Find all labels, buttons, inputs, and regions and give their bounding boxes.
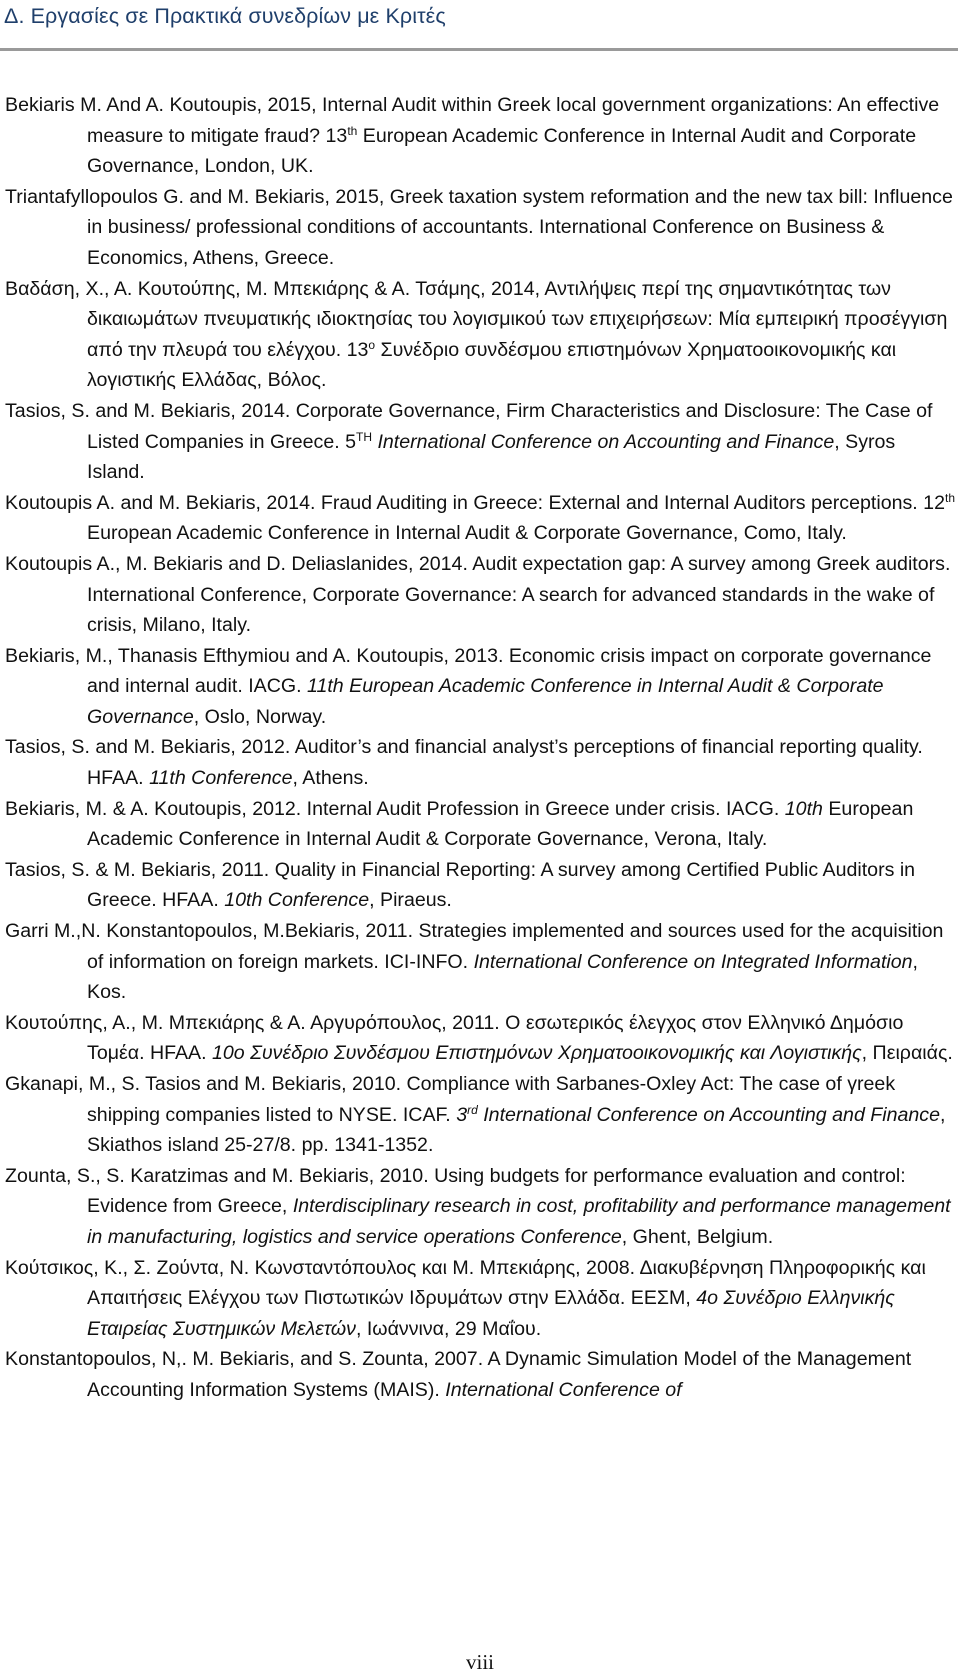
reference-text: Zounta, S., S. Karatzimas and M. Bekiaris, 2010. Using budgets for performance evaluation and control: Evidence from Greece, bbox=[5, 1164, 906, 1218]
reference-text: , Oslo, Norway. bbox=[193, 705, 327, 728]
reference-text: European Academic Conference in Internal Audit and Corporate Governance, London, UK. bbox=[87, 124, 917, 178]
reference-entry bbox=[5, 274, 955, 396]
heading-divider bbox=[0, 48, 958, 51]
reference-text: Συνέδριο συνδέσμου επιστημόνων Χρηματοοικονομικής και λογιστικής Ελλάδας, Βόλος. bbox=[87, 338, 897, 392]
reference-text: Gkanapi, M., S. Tasios and M. Bekiaris, 2010. Compliance with Sarbanes-Oxley Act: The case of γreek shipping companies listed to NYSE. ICAF. bbox=[5, 1073, 896, 1126]
reference-text: , Kos. bbox=[87, 950, 918, 1004]
reference-entry bbox=[5, 549, 955, 641]
reference-text: Bekiaris M. And A. Koutoupis, 2015, Internal Audit within Greek local government organizations: An effective measure to mitigate fraud? 13 bbox=[5, 94, 940, 147]
reference-text: International Conference of bbox=[445, 1378, 682, 1401]
reference-entry bbox=[5, 732, 955, 793]
reference-text: Tasios, S. and M. Bekiaris, 2012. Auditor’s and financial analyst’s perceptions of financial reporting quality. HFAA. bbox=[5, 736, 923, 790]
reference-entry bbox=[5, 1161, 955, 1253]
reference-text: Κουτούπης, Α., Μ. Μπεκιάρης & Α. Αργυρόπουλος, 2011. Ο εσωτερικός έλεγχος στον Ελληνικό Δημόσιο Τομέα. HFAA. bbox=[5, 1011, 904, 1065]
reference-text: TH bbox=[356, 429, 373, 444]
reference-text: International Conference on Accounting and Finance bbox=[377, 430, 835, 453]
reference-text: rd bbox=[467, 1102, 478, 1117]
reference-entry bbox=[5, 1253, 955, 1345]
reference-text: Koutoupis A., M. Bekiaris and D. Deliaslanides, 2014. Audit expectation gap: A survey among Greek auditors. International Conference, Corporate Governance: A search for advanced standards in the wake of crisis, Milano, Italy. bbox=[5, 552, 951, 637]
reference-entry bbox=[5, 90, 955, 182]
reference-text: Bekiaris, M., Thanasis Efthymiou and A. Koutoupis, 2013. Economic crisis impact on corporate governance and internal audit. IACG. bbox=[5, 644, 932, 698]
reference-entry bbox=[5, 488, 955, 549]
reference-entry bbox=[5, 1344, 955, 1405]
reference-text: ο bbox=[368, 337, 376, 352]
reference-text: , Piraeus. bbox=[369, 889, 452, 912]
reference-text: , Skiathos island 25-27/8. pp. 1341-1352. bbox=[87, 1103, 946, 1157]
reference-text: , Ghent, Belgium. bbox=[621, 1225, 774, 1248]
reference-text: , Athens. bbox=[292, 767, 369, 790]
reference-text: 4ο Συνέδριο Ελληνικής Εταιρείας Συστημικών Μελετών bbox=[87, 1287, 895, 1340]
reference-text: Konstantopoulos, N,. M. Bekiaris, and S. Zounta, 2007. A Dynamic Simulation Model of the Management Accounting Information Systems (MAIS). bbox=[5, 1348, 912, 1401]
reference-entry bbox=[5, 1008, 955, 1069]
reference-list bbox=[5, 90, 955, 1406]
reference-entry bbox=[5, 182, 955, 274]
reference-entry bbox=[5, 855, 955, 916]
reference-text: 11th European Academic Conference in Internal Audit & Corporate Governance bbox=[87, 675, 884, 728]
reference-text: European Academic Conference in Internal Audit & Corporate Governance, Como, Italy. bbox=[87, 522, 847, 545]
reference-text: Βαδάση, Χ., Α. Κουτούπης, Μ. Μπεκιάρης & Α. Τσάμης, 2014, Αντιλήψεις περί της σημαντικότητας των δικαιωμάτων πνευματικής ιδιοκτησίας του λογισμικού των επιχειρήσεων: Μία εμπειρική προσέγγιση από την πλευρά του ελέγχου. 13 bbox=[5, 277, 948, 361]
reference-entry bbox=[5, 396, 955, 488]
reference-entry bbox=[5, 916, 955, 1008]
reference-text: Tasios, S. & M. Bekiaris, 2011. Quality in Financial Reporting: A survey among Certified Public Auditors in Greece. HFAA. bbox=[5, 858, 916, 912]
reference-text: 10ο Συνέδριο Συνδέσμου Επιστημόνων Χρηματοοικονομικής και Λογιστικής bbox=[212, 1042, 862, 1065]
reference-text: th bbox=[944, 490, 955, 505]
reference-entry bbox=[5, 794, 955, 855]
reference-entry bbox=[5, 1069, 955, 1161]
page-number: viii bbox=[465, 1650, 494, 1674]
reference-text: th bbox=[347, 123, 358, 138]
reference-text: Triantafyllopoulos G. and M. Bekiaris, 2015, Greek taxation system reformation and the new tax bill: Influence in business/ professional conditions of accountants. International Conference on Business & Economics, Athens, Greece. bbox=[5, 185, 953, 269]
reference-text: Koutoupis A. and M. Bekiaris, 2014. Fraud Auditing in Greece: External and Internal Auditors perceptions. 12 bbox=[5, 491, 945, 514]
reference-entry bbox=[5, 641, 955, 733]
reference-text: , Ιωάννινα, 29 Μαΐου. bbox=[355, 1317, 542, 1340]
reference-text: European Academic Conference in Internal Audit & Corporate Governance, Verona, Italy. bbox=[87, 797, 914, 851]
reference-text: 10th Conference bbox=[224, 889, 370, 912]
reference-text: , Syros Island. bbox=[87, 430, 896, 484]
reference-text: Κούτσικος, Κ., Σ. Ζούντα, Ν. Κωνσταντόπουλος και Μ. Μπεκιάρης, 2008. Διακυβέρνηση Πληροφορικής και Απαιτήσεις Ελέγχου των Πιστωτικών Ιδρυμάτων στην Ελλάδα. ΕΕΣΜ, bbox=[5, 1256, 926, 1310]
reference-text: 3 bbox=[456, 1103, 468, 1126]
reference-text: , Πειραιάς. bbox=[861, 1042, 953, 1065]
reference-text: 11th Conference bbox=[149, 767, 293, 790]
reference-text: International Conference on Integrated Information bbox=[473, 950, 913, 973]
reference-text: Bekiaris, M. & A. Koutoupis, 2012. Internal Audit Profession in Greece under crisis. IACG. bbox=[5, 797, 785, 820]
reference-text: International Conference on Accounting and Finance bbox=[477, 1103, 940, 1126]
reference-text: 10th bbox=[784, 797, 823, 820]
reference-text: Garri M.,N. Konstantopoulos, M.Bekiaris, 2011. Strategies implemented and sources used for the acquisition of information on foreign markets. ICI-INFO. bbox=[5, 920, 944, 973]
section-heading: Δ. Εργασίες σε Πρακτικά συνεδρίων με Κριτές bbox=[4, 4, 446, 28]
reference-text: Interdisciplinary research in cost, profitability and performance management in manufacturing, logistics and service operations Conference bbox=[87, 1195, 951, 1248]
reference-text: Tasios, S. and M. Bekiaris, 2014. Corporate Governance, Firm Characteristics and Disclosure: The Case of Listed Companies in Greece. 5 bbox=[5, 399, 933, 453]
